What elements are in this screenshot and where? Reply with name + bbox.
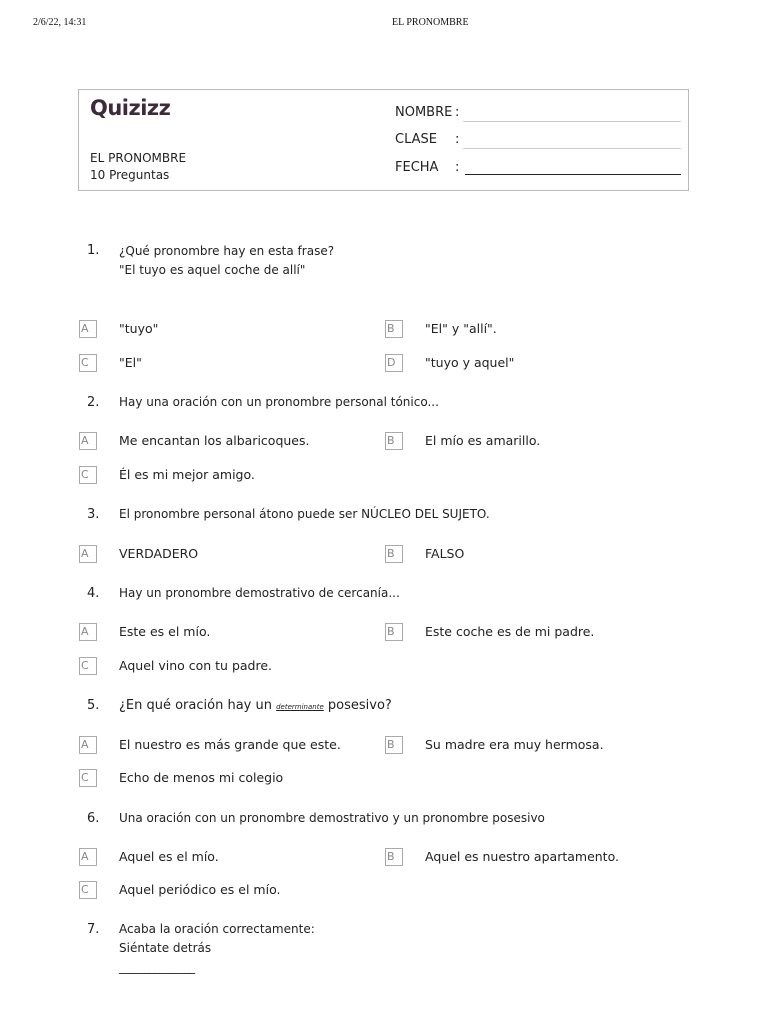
date-colon: : — [455, 160, 460, 175]
question-number: 4. — [87, 586, 100, 601]
option-letter-box: A — [79, 432, 97, 450]
question-text: ¿Qué pronombre hay en esta frase? "El tuyo es aquel coche de allí" — [119, 244, 335, 277]
option-text: Su madre era muy hermosa. — [425, 737, 604, 752]
option-letter-box: C — [79, 466, 97, 484]
option-text: Este coche es de mi padre. — [425, 624, 595, 639]
option-text: Echo de menos mi colegio — [119, 770, 284, 785]
question-number: 3. — [87, 507, 100, 522]
option-letter-box: B — [385, 848, 403, 866]
class-line[interactable] — [463, 148, 681, 149]
class-field — [395, 132, 465, 147]
option-letter-box: C — [79, 881, 97, 899]
quiz-title: EL PRONOMBRE — [90, 151, 187, 165]
option-text: El mío es amarillo. — [425, 433, 541, 448]
question-number: 2. — [87, 395, 100, 410]
question-count: 10 Preguntas — [90, 168, 170, 182]
option-text: "El" — [119, 355, 142, 370]
option-letter-box: C — [79, 657, 97, 675]
option-letter-box: B — [385, 623, 403, 641]
question-text: Hay un pronombre demostrativo de cercanía... — [119, 586, 400, 600]
option-text: "tuyo y aquel" — [425, 355, 515, 370]
print-header — [0, 17, 768, 31]
question-number: 1. — [87, 243, 100, 258]
option-text: VERDADERO — [119, 546, 199, 561]
option-text: Aquel es el mío. — [119, 849, 219, 864]
date-label: FECHA — [395, 160, 439, 175]
name-field — [395, 105, 465, 120]
option-text: Aquel es nuestro apartamento. — [425, 849, 619, 864]
option-letter-box: A — [79, 736, 97, 754]
quizizz-logo: Quizizz — [90, 96, 171, 120]
option-text: "El" y "allí". — [425, 321, 497, 336]
option-text: Este es el mío. — [119, 624, 211, 639]
question-text: Una oración con un pronombre demostrativo y un pronombre posesivo — [119, 811, 545, 825]
option-text: "tuyo" — [119, 321, 159, 336]
question-text: Hay una oración con un pronombre personal tónico... — [119, 395, 439, 409]
option-text: Aquel periódico es el mío. — [119, 882, 281, 897]
option-letter-box: A — [79, 320, 97, 338]
option-letter-box: B — [385, 432, 403, 450]
question-text: Acaba la oración correctamente: Siéntate detrás — [119, 922, 315, 955]
print-title: EL PRONOMBRE — [392, 17, 469, 28]
question-text — [119, 696, 392, 717]
option-text: Me encantan los albaricoques. — [119, 433, 310, 448]
option-text: Aquel vino con tu padre. — [119, 658, 273, 673]
option-letter-box: A — [79, 623, 97, 641]
option-letter-box: A — [79, 848, 97, 866]
determinante-word: determinante — [276, 703, 324, 711]
name-line[interactable] — [463, 121, 681, 122]
question-text-before: ¿En qué oración hay un — [119, 698, 277, 713]
name-colon: : — [455, 105, 460, 120]
question-text-after: posesivo? — [323, 698, 392, 713]
question-number: 6. — [87, 811, 100, 826]
option-letter-box: D — [385, 354, 403, 372]
option-text: FALSO — [425, 546, 465, 561]
option-letter-box: C — [79, 769, 97, 787]
option-letter-box: A — [79, 545, 97, 563]
option-text: El nuestro es más grande que este. — [119, 737, 341, 752]
option-letter-box: B — [385, 736, 403, 754]
worksheet-header — [78, 89, 689, 191]
question-number: 5. — [87, 698, 100, 713]
answer-blank[interactable]: _______________ — [119, 960, 194, 974]
class-colon: : — [455, 132, 460, 147]
print-datetime: 2/6/22, 14:31 — [33, 17, 87, 28]
option-letter-box: C — [79, 354, 97, 372]
class-label: CLASE — [395, 132, 437, 147]
date-line[interactable] — [465, 174, 681, 175]
option-letter-box: B — [385, 545, 403, 563]
option-letter-box: B — [385, 320, 403, 338]
question-number: 7. — [87, 922, 100, 937]
question-text: El pronombre personal átono puede ser NÚCLEO DEL SUJETO. — [119, 507, 490, 521]
name-label: NOMBRE — [395, 105, 453, 120]
option-text: Él es mi mejor amigo. — [119, 467, 255, 482]
date-field — [395, 160, 465, 175]
